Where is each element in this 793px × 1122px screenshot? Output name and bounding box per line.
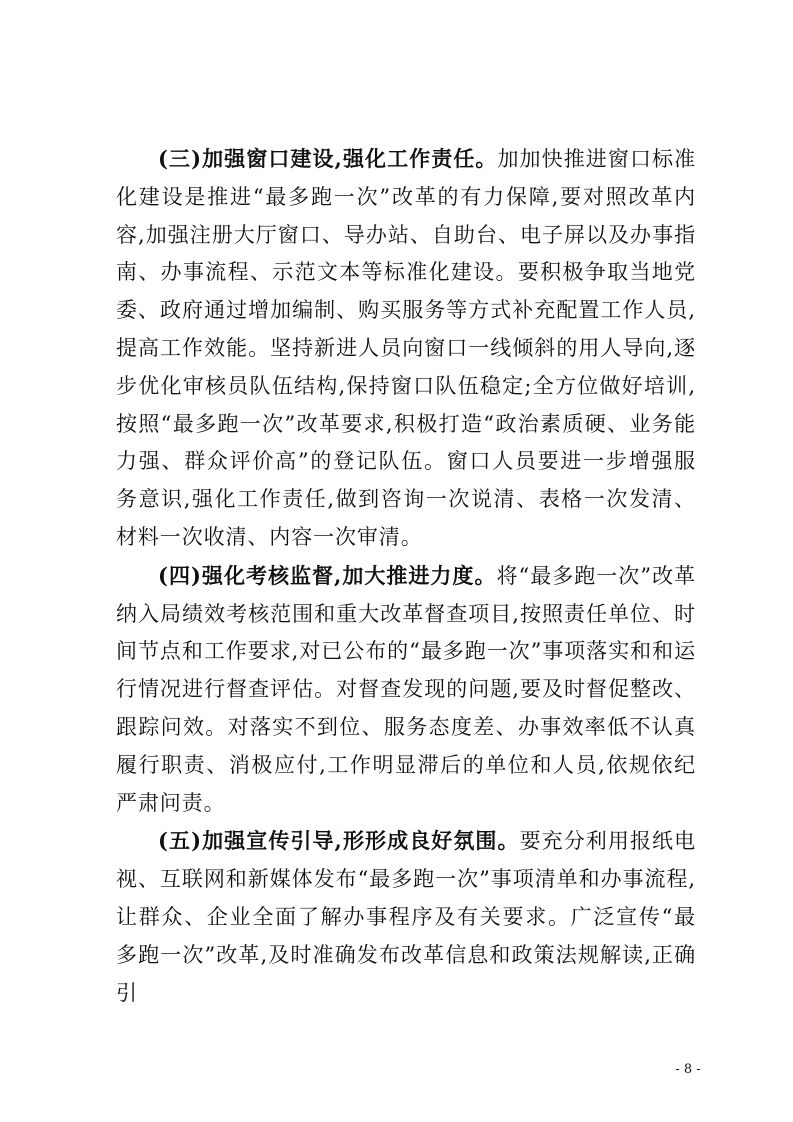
paragraph-heading: (五)加强宣传引导,形形成良好氛围。 — [158, 828, 520, 854]
paragraph-strengthen-window-building — [116, 140, 696, 557]
paragraph-strengthen-supervision — [116, 557, 696, 823]
paragraph-body: 将“最多跑一次”改革纳入局绩效考核范围和重大改革督查项目,按照责任单位、时间节点和工作要求,对已公布的“最多跑一次”事项落实和和运行情况进行督查评估。对督查发现的问题,要及时督促整改、跟踪问效。对落实不到位、服务态度差、办事效率低不认真履行职责、消极应付,工作明显滞后的单位和人员,依规依纪严肃问责。 — [116, 563, 696, 815]
paragraph-heading: (四)强化考核监督,加大推进力度。 — [158, 562, 497, 588]
paragraph-heading: (三)加强窗口建设,强化工作责任。 — [158, 146, 498, 171]
paragraph-strengthen-publicity — [116, 822, 696, 1012]
paragraph-body: 要充分利用报纸电视、互联网和新媒体发布“最多跑一次”事项清单和办事流程,让群众、企业全面了解办事程序及有关要求。广泛宣传“最多跑一次”改革,及时准确发布改革信息和政策法规解读,正确引 — [116, 829, 696, 1005]
document-body — [116, 140, 696, 1012]
paragraph-body: 加加快推进窗口标准化建设是推进“最多跑一次”改革的有力保障,要对照改革内容,加强注册大厅窗口、导办站、自助台、电子屏以及办事指南、办事流程、示范文本等标准化建设。要积极争取当地党委、政府通过增加编制、购买服务等方式补充配置工作人员,提高工作效能。坚持新进人员向窗口一线倾斜的用人导向,逐步优化审核员队伍结构,保持窗口队伍稳定;全方位做好培训,按照“最多跑一次”改革要求,积极打造“政治素质硬、业务能力强、群众评价高”的登记队伍。窗口人员要进一步增强服务意识,强化工作责任,做到咨询一次说清、表格一次发清、材料一次收清、内容一次审清。 — [116, 147, 696, 549]
page-number: - 8 - — [675, 1062, 701, 1077]
